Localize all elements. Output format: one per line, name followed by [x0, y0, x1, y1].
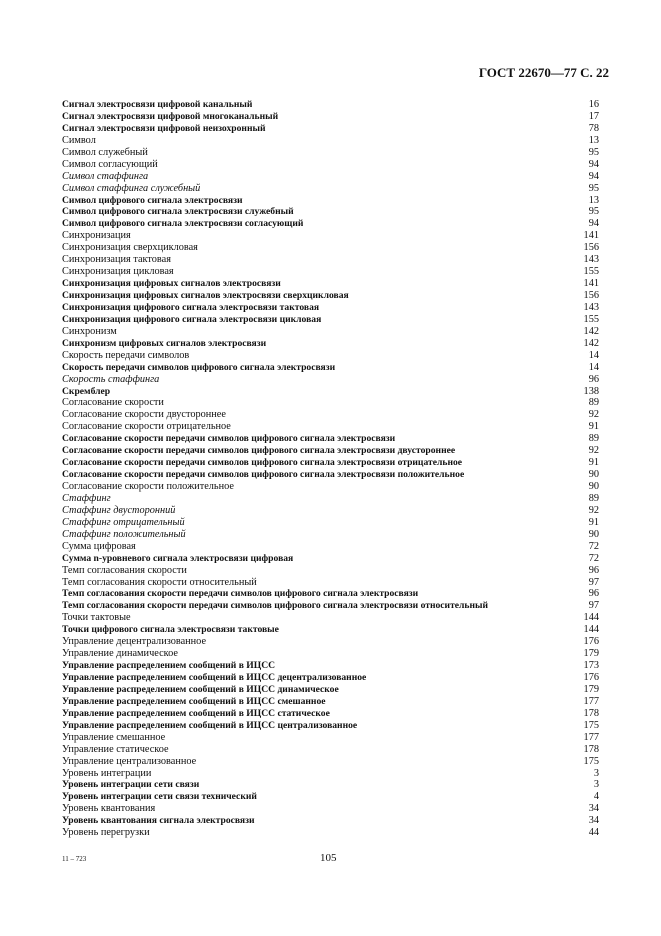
index-entry-page: 34	[588, 815, 599, 827]
index-entry-page: 92	[588, 445, 599, 457]
page-number: 105	[320, 852, 337, 864]
index-entry-term: Скремблер	[62, 385, 111, 397]
index-entry	[62, 672, 599, 684]
index-entry-page: 92	[588, 504, 599, 516]
index-entry	[62, 123, 599, 135]
index-entry-page: 142	[583, 337, 599, 349]
index-entry-term: Сигнал электросвязи цифровой многоканальный	[62, 110, 279, 122]
index-entry	[62, 612, 599, 624]
index-entry-page: 94	[588, 158, 599, 170]
index-entry-page: 177	[583, 695, 599, 707]
index-entry	[62, 493, 599, 505]
index-entry-term: Согласование скорости двустороннее	[62, 409, 226, 421]
index-entry-page: 3	[593, 767, 599, 779]
document-header: ГОСТ 22670—77 С. 22	[478, 65, 609, 80]
index-entry	[62, 409, 599, 421]
index-entry	[62, 553, 599, 565]
index-entry-page: 78	[588, 122, 599, 134]
index-entry-term: Управление статическое	[62, 743, 169, 755]
index-entry	[62, 302, 599, 314]
index-entry-page: 179	[583, 683, 599, 695]
index-entry-page: 143	[583, 254, 599, 266]
index-entry-page: 34	[588, 803, 599, 815]
index-entry-term: Синхронизация цикловая	[62, 266, 174, 278]
index-entry	[62, 147, 599, 159]
index-entry-term: Синхронизация цифровых сигналов электросвязи	[62, 278, 281, 290]
index-entry-page: 89	[588, 492, 599, 504]
index-entry-term: Сумма n-уровневого сигнала электросвязи цифровая	[62, 552, 294, 564]
index-entry	[62, 314, 599, 326]
index-entry	[62, 624, 599, 636]
index-entry	[62, 386, 599, 398]
index-entry-term: Уровень интеграции сети связи	[62, 779, 200, 791]
index-entry	[62, 541, 599, 553]
index-entry	[62, 242, 599, 254]
index-entry-term: Синхронизация тактовая	[62, 254, 171, 266]
index-entry-term: Управление распределением сообщений в ИЦСС централизованное	[62, 719, 358, 731]
index-entry-term: Уровень квантования	[62, 803, 156, 815]
index-entry	[62, 350, 599, 362]
index-entry-term: Согласование скорости	[62, 397, 164, 409]
index-entry-page: 90	[588, 481, 599, 492]
index-entry-term: Уровень перегрузки	[62, 827, 150, 839]
index-entry-term: Синхронизация цифрового сигнала электросвязи тактовая	[62, 301, 320, 313]
index-entry-term: Согласование скорости положительное	[62, 481, 234, 492]
index-entry-term: Символ стаффинга	[62, 170, 149, 182]
index-entry-page: 90	[588, 528, 599, 540]
index-entry-term: Синхронизация цифровых сигналов электросвязи сверхцикловая	[62, 290, 349, 301]
index-entry-term: Темп согласования скорости	[62, 564, 187, 576]
index-entry	[62, 99, 599, 111]
index-entry-term: Уровень интеграции сети связи технический	[62, 791, 257, 803]
index-entry-page: 94	[588, 218, 599, 230]
index-entry-page: 156	[583, 290, 599, 301]
index-entry	[62, 779, 599, 791]
index-entry	[62, 135, 599, 147]
index-entry-term: Согласование скорости передачи символов цифрового сигнала электросвязи	[62, 433, 396, 445]
index-entry-page: 156	[583, 242, 599, 254]
index-entry-term: Символ служебный	[62, 146, 148, 158]
index-entry	[62, 218, 599, 230]
index-entry-page: 90	[588, 469, 599, 481]
index-entry-page: 91	[588, 421, 599, 433]
index-entry-term: Темп согласования скорости передачи символов цифрового сигнала электросвязи	[62, 588, 419, 600]
sheet-mark: 11 – 723	[62, 855, 87, 863]
index-entry-term: Стаффинг отрицательный	[62, 516, 185, 528]
index-entry-page: 91	[588, 516, 599, 528]
index-entry	[62, 505, 599, 517]
index-entry-page: 95	[588, 182, 599, 194]
index-entry-term: Управление децентрализованное	[62, 636, 207, 648]
index-entry-page: 97	[588, 576, 599, 588]
index-entry-page: 95	[588, 146, 599, 158]
index-entry-term: Скорость передачи символов цифрового сигнала электросвязи	[62, 361, 336, 373]
index-entry-term: Стаффинг	[62, 492, 111, 504]
index-entry	[62, 397, 599, 409]
index-entry	[62, 827, 599, 839]
index-entry-term: Скорость передачи символов	[62, 349, 190, 361]
index-entry-page: 13	[588, 194, 599, 206]
index-entry-term: Синхронизация сверхцикловая	[62, 242, 198, 254]
index-entry	[62, 696, 599, 708]
index-entry-term: Точки тактовые	[62, 612, 131, 624]
index-entry	[62, 374, 599, 386]
index-entry-page: 14	[588, 361, 599, 373]
index-entry	[62, 266, 599, 278]
index-entry-page: 95	[588, 206, 599, 218]
index-entry-page: 175	[583, 719, 599, 731]
index-entry-term: Скорость стаффинга	[62, 373, 160, 385]
index-entry-page: 89	[588, 397, 599, 409]
index-entry	[62, 791, 599, 803]
index-entry	[62, 565, 599, 577]
index-entry-page: 96	[588, 373, 599, 385]
index-entry-term: Уровень интеграции	[62, 767, 152, 779]
index-entry	[62, 732, 599, 744]
index-entry-term: Символ	[62, 134, 96, 146]
index-entry	[62, 768, 599, 780]
index-entry-page: 3	[593, 779, 599, 791]
index-entry-page: 16	[588, 99, 599, 110]
index-entry	[62, 421, 599, 433]
index-entry-term: Синхронизм цифровых сигналов электросвязи	[62, 337, 267, 349]
index-entry	[62, 744, 599, 756]
index-list	[62, 99, 599, 839]
index-entry-page: 176	[583, 672, 599, 683]
index-entry	[62, 577, 599, 589]
index-entry-term: Темп согласования скорости относительный	[62, 576, 257, 588]
index-entry-term: Точки цифрового сигнала электросвязи тактовые	[62, 624, 279, 636]
index-entry	[62, 362, 599, 374]
index-entry-page: 96	[588, 564, 599, 576]
index-entry-page: 142	[583, 325, 599, 337]
index-entry-term: Символ согласующий	[62, 158, 158, 170]
index-entry-page: 72	[588, 540, 599, 552]
index-entry	[62, 756, 599, 768]
index-entry-page: 72	[588, 552, 599, 564]
index-entry-term: Управление распределением сообщений в ИЦСС динамическое	[62, 683, 339, 695]
index-entry-term: Сумма цифровая	[62, 540, 136, 552]
index-entry-page: 91	[588, 457, 599, 469]
index-entry	[62, 278, 599, 290]
index-entry-page: 141	[583, 230, 599, 242]
index-entry-page: 179	[583, 648, 599, 660]
index-entry-page: 94	[588, 170, 599, 182]
index-entry-page: 17	[588, 110, 599, 122]
index-entry-page: 141	[583, 278, 599, 290]
index-entry	[62, 803, 599, 815]
index-entry	[62, 230, 599, 242]
index-entry-page: 89	[588, 433, 599, 445]
index-entry-term: Синхронизм	[62, 325, 117, 337]
index-entry-term: Символ цифрового сигнала электросвязи	[62, 194, 243, 206]
index-entry	[62, 517, 599, 529]
index-entry-page: 4	[593, 791, 599, 803]
index-entry	[62, 684, 599, 696]
index-entry	[62, 183, 599, 195]
index-entry-term: Управление динамическое	[62, 648, 178, 660]
index-entry	[62, 815, 599, 827]
index-entry	[62, 529, 599, 541]
index-entry	[62, 159, 599, 171]
index-entry	[62, 254, 599, 266]
index-entry-page: 144	[583, 612, 599, 624]
index-entry	[62, 588, 599, 600]
index-entry-page: 143	[583, 301, 599, 313]
index-entry	[62, 111, 599, 123]
index-entry-term: Управление распределением сообщений в ИЦСС	[62, 660, 276, 672]
index-entry	[62, 469, 599, 481]
index-entry-page: 14	[588, 349, 599, 361]
index-entry	[62, 433, 599, 445]
index-entry	[62, 708, 599, 720]
index-entry-term: Сигнал электросвязи цифровой канальный	[62, 99, 253, 110]
index-entry-page: 155	[583, 266, 599, 278]
index-entry	[62, 660, 599, 672]
index-entry	[62, 720, 599, 732]
index-entry-page: 92	[588, 409, 599, 421]
index-entry-term: Стаффинг положительный	[62, 528, 186, 540]
index-entry-page: 178	[583, 743, 599, 755]
index-entry	[62, 195, 599, 207]
index-entry-term: Согласование скорости передачи символов цифрового сигнала электросвязи положительное	[62, 469, 465, 481]
index-entry	[62, 206, 599, 218]
index-entry-page: 177	[583, 731, 599, 743]
index-entry	[62, 171, 599, 183]
index-entry	[62, 326, 599, 338]
index-entry-term: Управление распределением сообщений в ИЦСС децентрализованное	[62, 672, 367, 683]
index-entry-term: Управление смешанное	[62, 731, 166, 743]
index-entry	[62, 481, 599, 493]
index-entry-term: Сигнал электросвязи цифровой неизохронный	[62, 122, 266, 134]
index-entry-term: Стаффинг двусторонний	[62, 504, 176, 516]
index-entry-term: Синхронизация	[62, 230, 131, 242]
index-entry-page: 175	[583, 755, 599, 767]
index-entry-term: Управление распределением сообщений в ИЦСС смешанное	[62, 695, 326, 707]
index-entry-page: 138	[583, 385, 599, 397]
index-entry-page: 97	[588, 600, 599, 612]
index-entry-page: 178	[583, 707, 599, 719]
index-entry-term: Уровень квантования сигнала электросвязи	[62, 815, 255, 827]
index-entry-term: Символ стаффинга служебный	[62, 182, 201, 194]
index-entry-term: Синхронизация цифрового сигнала электросвязи цикловая	[62, 313, 322, 325]
index-entry-term: Управление централизованное	[62, 755, 197, 767]
index-entry-page: 44	[588, 827, 599, 839]
index-entry	[62, 636, 599, 648]
index-entry-page: 96	[588, 588, 599, 600]
index-entry-page: 173	[583, 660, 599, 672]
index-entry-page: 13	[588, 134, 599, 146]
index-entry	[62, 445, 599, 457]
index-entry-page: 176	[583, 636, 599, 648]
index-entry	[62, 600, 599, 612]
index-entry	[62, 648, 599, 660]
index-entry	[62, 338, 599, 350]
index-entry-term: Символ цифрового сигнала электросвязи служебный	[62, 206, 294, 218]
index-entry-page: 144	[583, 624, 599, 636]
index-entry-term: Темп согласования скорости передачи символов цифрового сигнала электросвязи относительный	[62, 600, 489, 612]
index-entry-term: Согласование скорости передачи символов цифрового сигнала электросвязи отрицательное	[62, 457, 463, 469]
index-entry-term: Управление распределением сообщений в ИЦСС статическое	[62, 707, 330, 719]
index-entry	[62, 290, 599, 302]
index-entry-term: Символ цифрового сигнала электросвязи согласующий	[62, 218, 304, 230]
index-entry-page: 155	[583, 313, 599, 325]
index-entry-term: Согласование скорости отрицательное	[62, 421, 231, 433]
index-entry-term: Согласование скорости передачи символов цифрового сигнала электросвязи двустороннее	[62, 445, 456, 457]
index-entry	[62, 457, 599, 469]
